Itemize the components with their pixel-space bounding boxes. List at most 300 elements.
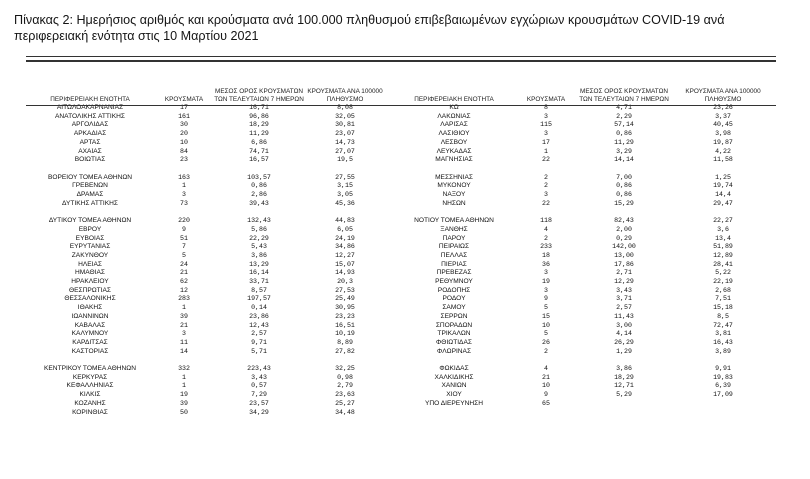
left-per100k-value: 27,55 <box>335 173 355 181</box>
right-per100k-value: 12,89 <box>713 251 733 259</box>
left-region-name <box>26 165 154 174</box>
left-avg7-value: 34,29 <box>249 408 269 416</box>
left-per100k-value: 25,27 <box>335 399 355 407</box>
left-region-name: ΚΑΛΥΜΝΟΥ <box>71 330 109 338</box>
left-region-name: ΙΩΑΝΝΙΝΩΝ <box>71 312 109 320</box>
left-region-name: ΑΡΓΟΛΙΔΑΣ <box>71 121 109 129</box>
right-avg7-value: 2,57 <box>616 304 632 312</box>
left-region-name: ΔΥΤΙΚΗΣ ΑΤΤΙΚΗΣ <box>62 199 118 207</box>
right-per100k-value: 1,25 <box>715 173 731 181</box>
left-avg7-value: 39,43 <box>249 199 269 207</box>
right-avg7-value <box>578 356 670 365</box>
left-avg7-value: 16,71 <box>249 104 269 111</box>
left-avg7-value: 18,29 <box>249 121 269 129</box>
column-gap <box>386 374 394 383</box>
left-region-name <box>26 356 154 365</box>
right-cases-value: 3 <box>544 112 548 120</box>
left-per100k-value: 30,81 <box>335 121 355 129</box>
left-per100k-value: 12,27 <box>335 251 355 259</box>
column-gap <box>386 200 394 209</box>
right-avg7-value: 0,86 <box>616 182 632 190</box>
table-row <box>26 304 776 313</box>
right-cases-value: 4 <box>544 225 548 233</box>
header-avg7-right: ΜΕΣΟΣ ΟΡΟΣ ΚΡΟΥΣΜΑΤΩΝ ΤΩΝ ΤΕΛΕΥΤΑΙΩΝ 7 ΗΜΕΡΩΝ <box>579 87 669 103</box>
right-per100k-value: 3,37 <box>715 112 731 120</box>
table-row <box>26 156 776 165</box>
left-cases-value: 3 <box>182 191 186 199</box>
left-avg7-value: 11,29 <box>249 130 269 138</box>
left-cases-value: 1 <box>182 373 186 381</box>
left-per100k-value: 23,07 <box>335 130 355 138</box>
left-avg7-value: 6,86 <box>251 138 267 146</box>
left-region-name: ΑΙΤΩΛΟΑΚΑΡΝΑΝΙΑΣ <box>56 104 124 111</box>
left-per100k-value: 23,63 <box>335 391 355 399</box>
right-region-name <box>394 208 514 217</box>
left-per100k-value: 20,3 <box>337 278 353 286</box>
column-gap <box>386 235 394 244</box>
right-cases-value <box>514 356 578 365</box>
left-per100k-value: 0,98 <box>337 373 353 381</box>
left-region-name: ΚΕΝΤΡΙΚΟΥ ΤΟΜΕΑ ΑΘΗΝΩΝ <box>44 365 136 373</box>
left-region-name: ΒΟΙΩΤΙΑΣ <box>74 156 106 164</box>
right-region-name <box>394 409 514 418</box>
column-gap <box>386 365 394 374</box>
right-cases-value <box>514 409 578 418</box>
table-row <box>26 217 776 226</box>
right-avg7-value: 17,86 <box>614 260 634 268</box>
left-region-name: ΔΡΑΜΑΣ <box>76 191 104 199</box>
left-cases-value: 24 <box>180 260 188 268</box>
left-cases-value: 21 <box>180 269 188 277</box>
right-cases-value: 10 <box>542 321 550 329</box>
right-avg7-value: 15,29 <box>614 199 634 207</box>
right-cases-value: 2 <box>544 173 548 181</box>
right-cases-value: 5 <box>544 330 548 338</box>
right-avg7-value: 3,00 <box>616 321 632 329</box>
left-per100k-value: 19,5 <box>337 156 353 164</box>
table-spacer-row <box>26 208 776 217</box>
right-region-name: ΝΗΣΩΝ <box>442 199 466 207</box>
right-avg7-value: 12,71 <box>614 382 634 390</box>
column-gap <box>386 348 394 357</box>
table-row <box>26 130 776 139</box>
table-caption: Πίνακας 2: Ημερήσιος αριθμός και κρούσματα ανά 100.000 πληθυσμού επιβεβαιωμένων εγχώριων κρουσμάτων COVID-19 ανά περιφερειακή ενότητα στις 10 Μαρτίου 2021 <box>14 13 725 43</box>
left-cases-value: 220 <box>178 217 190 225</box>
right-per100k-value: 23,26 <box>713 104 733 111</box>
column-gap <box>386 243 394 252</box>
right-cases-value: 4 <box>544 365 548 373</box>
right-avg7-value: 3,29 <box>616 147 632 155</box>
right-cases-value: 65 <box>542 399 550 407</box>
column-gap <box>386 339 394 348</box>
left-avg7-value: 2,57 <box>251 330 267 338</box>
right-cases-value: 15 <box>542 312 550 320</box>
table-row <box>26 261 776 270</box>
left-avg7-value: 8,57 <box>251 286 267 294</box>
left-avg7-value: 23,57 <box>249 399 269 407</box>
table-row <box>26 322 776 331</box>
left-cases-value: 1 <box>182 182 186 190</box>
right-per100k-value: 22,19 <box>713 278 733 286</box>
left-region-name: ΚΑΡΔΙΤΣΑΣ <box>72 338 108 346</box>
left-avg7-value: 2,86 <box>251 191 267 199</box>
table-row <box>26 287 776 296</box>
right-per100k-value: 19,83 <box>713 373 733 381</box>
right-per100k-value: 17,09 <box>713 391 733 399</box>
right-cases-value: 115 <box>540 121 552 129</box>
left-per100k-value: 3,15 <box>337 182 353 190</box>
right-per100k-value: 11,58 <box>713 156 733 164</box>
left-avg7-value: 197,57 <box>247 295 271 303</box>
left-region-name: ΘΕΣΠΡΩΤΙΑΣ <box>68 286 112 294</box>
left-cases-value: 332 <box>178 365 190 373</box>
left-avg7-value: 0,86 <box>251 182 267 190</box>
left-avg7-value: 23,86 <box>249 312 269 320</box>
left-region-name: ΚΙΛΚΙΣ <box>79 391 101 399</box>
right-avg7-value: 7,00 <box>616 173 632 181</box>
column-gap <box>386 295 394 304</box>
left-region-name: ΚΑΣΤΟΡΙΑΣ <box>71 347 109 355</box>
left-per100k-value: 24,19 <box>335 234 355 242</box>
left-per100k-value <box>304 165 386 174</box>
column-gap <box>386 148 394 157</box>
table-row <box>26 226 776 235</box>
right-cases-value: 3 <box>544 269 548 277</box>
left-avg7-value: 16,14 <box>249 269 269 277</box>
column-gap <box>386 226 394 235</box>
table-row <box>26 348 776 357</box>
left-avg7-value: 12,43 <box>249 321 269 329</box>
column-gap <box>386 287 394 296</box>
left-per100k-value: 45,36 <box>335 199 355 207</box>
column-gap <box>386 278 394 287</box>
table-row <box>26 252 776 261</box>
left-per100k-value: 23,23 <box>335 312 355 320</box>
right-per100k-value: 22,27 <box>713 217 733 225</box>
right-per100k-value: 5,22 <box>715 269 731 277</box>
table-row <box>26 391 776 400</box>
left-cases-value: 20 <box>180 130 188 138</box>
column-gap <box>386 313 394 322</box>
right-cases-value: 36 <box>542 260 550 268</box>
left-cases-value <box>154 165 214 174</box>
right-avg7-value: 26,29 <box>614 338 634 346</box>
table-row <box>26 400 776 409</box>
column-gap <box>386 304 394 313</box>
left-per100k-value: 14,93 <box>335 269 355 277</box>
right-avg7-value: 13,00 <box>614 251 634 259</box>
left-cases-value: 14 <box>180 347 188 355</box>
column-gap <box>386 208 394 217</box>
right-region-name: ΤΡΙΚΑΛΩΝ <box>437 330 471 338</box>
column-gap <box>386 261 394 270</box>
right-cases-value: 3 <box>544 130 548 138</box>
right-per100k-value: 4,22 <box>715 147 731 155</box>
table-row <box>26 191 776 200</box>
left-cases-value: 161 <box>178 112 190 120</box>
table-row <box>26 330 776 339</box>
right-region-name: ΡΟΔΟΠΗΣ <box>437 286 471 294</box>
right-region-name: ΧΙΟΥ <box>446 391 462 399</box>
column-gap <box>386 139 394 148</box>
left-cases-value: 17 <box>180 104 188 111</box>
left-region-name: ΓΡΕΒΕΝΩΝ <box>72 182 108 190</box>
left-region-name: ΙΘΑΚΗΣ <box>77 304 103 312</box>
right-region-name: ΠΕΛΛΑΣ <box>440 251 468 259</box>
right-region-name: ΠΕΙΡΑΙΩΣ <box>438 243 470 251</box>
right-avg7-value <box>578 208 670 217</box>
left-per100k-value: 3,05 <box>337 191 353 199</box>
header-per100k-left: ΚΡΟΥΣΜΑΤΑ ΑΝΑ 100000 ΠΛΗΘΥΣΜΟ <box>307 87 383 103</box>
right-per100k-value: 19,87 <box>713 138 733 146</box>
column-gap <box>386 269 394 278</box>
right-cases-value: 19 <box>542 278 550 286</box>
left-cases-value: 30 <box>180 121 188 129</box>
table-row <box>26 148 776 157</box>
left-avg7-value: 0,57 <box>251 382 267 390</box>
left-region-name: ΚΕΦΑΛΛΗΝΙΑΣ <box>66 382 114 390</box>
right-avg7-value: 2,29 <box>616 112 632 120</box>
table-row <box>26 121 776 130</box>
left-cases-value: 50 <box>180 408 188 416</box>
right-cases-value: 3 <box>544 286 548 294</box>
right-per100k-value: 6,39 <box>715 382 731 390</box>
right-avg7-value: 0,29 <box>616 234 632 242</box>
left-cases-value: 51 <box>180 234 188 242</box>
left-avg7-value: 22,29 <box>249 234 269 242</box>
table-row <box>26 278 776 287</box>
right-per100k-value <box>670 165 776 174</box>
header-avg7-left: ΜΕΣΟΣ ΟΡΟΣ ΚΡΟΥΣΜΑΤΩΝ ΤΩΝ ΤΕΛΕΥΤΑΙΩΝ 7 ΗΜΕΡΩΝ <box>214 87 304 103</box>
right-per100k-value: 3,6 <box>717 225 729 233</box>
right-per100k-value <box>670 409 776 418</box>
table-header-row <box>26 80 776 104</box>
right-avg7-value: 82,43 <box>614 217 634 225</box>
left-avg7-value: 0,14 <box>251 304 267 312</box>
right-region-name: ΛΕΥΚΑΔΑΣ <box>436 147 472 155</box>
column-gap <box>386 252 394 261</box>
right-cases-value: 10 <box>542 382 550 390</box>
right-region-name: ΛΑΡΙΣΑΣ <box>440 121 468 129</box>
column-gap <box>386 156 394 165</box>
left-region-name: ΗΛΕΙΑΣ <box>78 260 102 268</box>
column-gap <box>386 130 394 139</box>
right-per100k-value: 3,98 <box>715 130 731 138</box>
right-region-name: ΥΠΟ ΔΙΕΡΕΥΝΗΣΗ <box>425 399 483 407</box>
right-cases-value: 118 <box>540 217 552 225</box>
left-avg7-value: 132,43 <box>247 217 271 225</box>
column-gap <box>386 174 394 183</box>
column-gap <box>386 217 394 226</box>
right-region-name: ΞΑΝΘΗΣ <box>440 225 468 233</box>
left-cases-value: 10 <box>180 138 188 146</box>
left-cases-value <box>154 208 214 217</box>
left-region-name: ΚΟΖΑΝΗΣ <box>74 399 106 407</box>
right-avg7-value: 11,43 <box>614 312 634 320</box>
right-cases-value: 18 <box>542 251 550 259</box>
right-per100k-value: 14,4 <box>715 191 731 199</box>
left-avg7-value: 96,86 <box>249 112 269 120</box>
left-cases-value: 283 <box>178 295 190 303</box>
right-cases-value: 21 <box>542 373 550 381</box>
right-region-name: ΜΕΣΣΗΝΙΑΣ <box>435 173 473 181</box>
column-gap <box>386 382 394 391</box>
header-per100k-right: ΚΡΟΥΣΜΑΤΑ ΑΝΑ 100000 ΠΛΗΘΥΣΜΟ <box>685 87 761 103</box>
left-per100k-value: 8,08 <box>337 104 353 111</box>
right-per100k-value <box>670 356 776 365</box>
right-cases-value: 233 <box>540 243 552 251</box>
right-per100k-value: 3,89 <box>715 347 731 355</box>
right-per100k-value: 8,5 <box>717 312 729 320</box>
left-avg7-value: 9,71 <box>251 338 267 346</box>
right-region-name: ΛΑΚΩΝΙΑΣ <box>437 112 471 120</box>
left-region-name: ΑΡΚΑΔΙΑΣ <box>73 130 107 138</box>
header-cases-right: ΚΡΟΥΣΜΑΤΑ <box>526 95 566 103</box>
right-per100k-value: 2,68 <box>715 286 731 294</box>
right-avg7-value: 0,86 <box>616 130 632 138</box>
right-per100k-value <box>670 208 776 217</box>
left-per100k-value: 32,05 <box>335 112 355 120</box>
right-region-name: ΜΥΚΟΝΟΥ <box>437 182 471 190</box>
right-avg7-value: 3,71 <box>616 295 632 303</box>
right-region-name: ΣΠΟΡΑΔΩΝ <box>435 321 473 329</box>
right-per100k-value: 40,45 <box>713 121 733 129</box>
left-cases-value: 7 <box>182 243 186 251</box>
column-gap <box>386 191 394 200</box>
left-region-name: ΔΥΤΙΚΟΥ ΤΟΜΕΑ ΑΘΗΝΩΝ <box>48 217 132 225</box>
table-body <box>26 104 776 417</box>
left-avg7-value: 5,43 <box>251 243 267 251</box>
left-region-name: ΚΟΡΙΝΘΙΑΣ <box>72 408 108 416</box>
right-per100k-value: 28,41 <box>713 260 733 268</box>
right-avg7-value <box>578 165 670 174</box>
right-region-name: ΜΑΓΝΗΣΙΑΣ <box>435 156 473 164</box>
left-cases-value: 62 <box>180 278 188 286</box>
column-gap <box>386 113 394 122</box>
left-region-name: ΕΒΡΟΥ <box>78 225 102 233</box>
left-avg7-value: 5,86 <box>251 225 267 233</box>
right-region-name: ΦΛΩΡΙΝΑΣ <box>436 347 472 355</box>
covid-cases-table <box>26 80 776 417</box>
table-row <box>26 174 776 183</box>
right-avg7-value: 11,29 <box>614 138 634 146</box>
left-cases-value: 11 <box>180 338 188 346</box>
left-cases-value: 9 <box>182 225 186 233</box>
column-gap <box>386 391 394 400</box>
left-per100k-value: 27,07 <box>335 147 355 155</box>
right-avg7-value: 5,29 <box>616 391 632 399</box>
left-per100k-value: 6,05 <box>337 225 353 233</box>
right-cases-value: 17 <box>542 138 550 146</box>
right-cases-value: 22 <box>542 199 550 207</box>
right-per100k-value: 15,18 <box>713 304 733 312</box>
column-gap <box>386 330 394 339</box>
left-cases-value: 12 <box>180 286 188 294</box>
left-per100k-value: 8,89 <box>337 338 353 346</box>
left-per100k-value: 27,82 <box>335 347 355 355</box>
right-region-name: ΣΕΡΡΩΝ <box>440 312 468 320</box>
left-region-name: ΕΥΡΥΤΑΝΙΑΣ <box>69 243 111 251</box>
left-region-name: ΑΧΑΪΑΣ <box>78 147 102 155</box>
right-region-name: ΡΟΔΟΥ <box>442 295 466 303</box>
left-per100k-value <box>304 356 386 365</box>
left-region-name: ΚΕΡΚΥΡΑΣ <box>72 373 108 381</box>
left-region-name: ΗΜΑΘΙΑΣ <box>75 269 105 277</box>
right-avg7-value: 4,71 <box>616 104 632 111</box>
right-cases-value <box>514 208 578 217</box>
table-top-rule <box>26 56 776 57</box>
left-cases-value: 23 <box>180 156 188 164</box>
right-avg7-value: 1,29 <box>616 347 632 355</box>
right-per100k-value <box>670 400 776 409</box>
right-per100k-value: 16,43 <box>713 338 733 346</box>
table-top-rule-bold <box>26 60 776 62</box>
header-bottom-rule <box>26 105 776 106</box>
column-gap <box>386 409 394 418</box>
left-avg7-value: 33,71 <box>249 278 269 286</box>
header-region-right: ΠΕΡΙΦΕΡΕΙΑΚΗ ΕΝΟΤΗΤΑ <box>414 95 494 103</box>
left-region-name: ΑΡΤΑΣ <box>79 138 101 146</box>
left-region-name: ΚΑΒΑΛΑΣ <box>74 321 106 329</box>
right-cases-value: 1 <box>544 147 548 155</box>
right-cases-value: 22 <box>542 156 550 164</box>
right-region-name: ΠΡΕΒΕΖΑΣ <box>436 269 472 277</box>
table-row <box>26 409 776 418</box>
right-avg7-value: 0,86 <box>616 191 632 199</box>
left-avg7-value: 7,29 <box>251 391 267 399</box>
left-avg7-value: 13,29 <box>249 260 269 268</box>
left-avg7-value <box>214 165 304 174</box>
column-gap <box>386 182 394 191</box>
right-region-name: ΛΕΣΒΟΥ <box>440 138 468 146</box>
left-cases-value: 163 <box>178 173 190 181</box>
right-cases-value: 9 <box>544 391 548 399</box>
right-cases-value: 26 <box>542 338 550 346</box>
left-region-name: ΖΑΚΥΝΘΟΥ <box>71 251 109 259</box>
left-cases-value: 73 <box>180 199 188 207</box>
right-cases-value: 8 <box>544 104 548 111</box>
left-avg7-value: 3,86 <box>251 251 267 259</box>
right-per100k-value: 29,47 <box>713 199 733 207</box>
column-gap <box>386 121 394 130</box>
left-cases-value: 84 <box>180 147 188 155</box>
left-avg7-value: 3,43 <box>251 373 267 381</box>
table-row <box>26 313 776 322</box>
right-avg7-value: 3,43 <box>616 286 632 294</box>
right-per100k-value: 9,91 <box>715 365 731 373</box>
left-cases-value <box>154 356 214 365</box>
right-cases-value: 5 <box>544 304 548 312</box>
left-per100k-value: 32,25 <box>335 365 355 373</box>
right-per100k-value: 13,4 <box>715 234 731 242</box>
left-avg7-value <box>214 208 304 217</box>
left-cases-value: 5 <box>182 251 186 259</box>
header-gap <box>386 80 394 104</box>
right-cases-value <box>514 165 578 174</box>
table-spacer-row <box>26 165 776 174</box>
right-region-name: ΝΟΤΙΟΥ ΤΟΜΕΑ ΑΘΗΝΩΝ <box>414 217 494 225</box>
table-row <box>26 365 776 374</box>
left-per100k-value: 14,73 <box>335 138 355 146</box>
right-cases-value: 2 <box>544 234 548 242</box>
left-per100k-value: 25,49 <box>335 295 355 303</box>
table-row <box>26 339 776 348</box>
right-region-name: ΧΑΝΙΩΝ <box>441 382 467 390</box>
left-cases-value: 19 <box>180 391 188 399</box>
right-per100k-value: 3,81 <box>715 330 731 338</box>
left-region-name <box>26 208 154 217</box>
left-region-name: ΒΟΡΕΙΟΥ ΤΟΜΕΑ ΑΘΗΝΩΝ <box>47 173 133 181</box>
